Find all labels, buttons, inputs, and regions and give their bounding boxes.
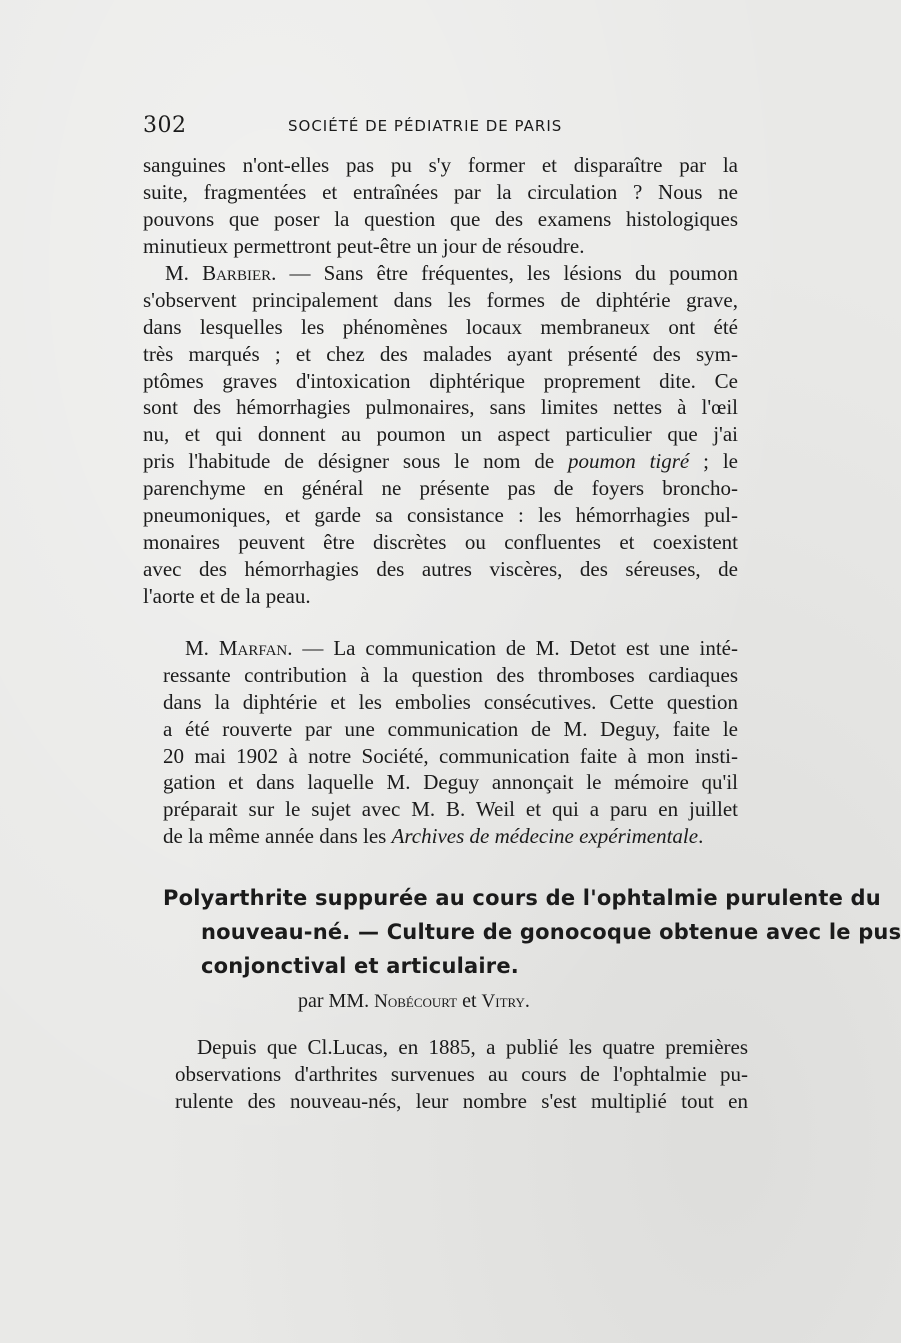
text-line: nu, et qui donnent au poumon un aspect particulier que j'ai	[143, 422, 738, 447]
text-line: a été rouverte par une communication de M. Deguy, faite le	[163, 716, 738, 741]
text-line: sont des hémorrhagies pulmonaires, sans limites nettes à l'œil	[143, 395, 738, 420]
author-name: Vitry	[481, 991, 525, 1012]
paragraph-article-intro	[175, 1034, 748, 1115]
paragraph-barbier	[143, 260, 738, 610]
text-line: pneumoniques, et garde sa consistance : les hémorrhagies pul-	[143, 503, 738, 528]
text-line: suite, fragmentées et entraînées par la circulation ? Nous ne	[143, 179, 738, 204]
text-line: minutieux permettront peut-être un jour de résoudre.	[143, 233, 585, 258]
text-segment: ; le	[689, 449, 738, 474]
text-line: parenchyme en général ne présente pas de foyers broncho-	[143, 476, 738, 501]
text-line: Depuis que Cl.Lucas, en 1885, a publié les quatre premières	[197, 1035, 748, 1059]
text-segment: .	[698, 824, 704, 849]
text-line: sanguines n'ont-elles pas pu s'y former et disparaître par la	[143, 153, 738, 177]
title-line: conjonctival et articulaire.	[201, 954, 519, 978]
title-line: nouveau-né. — Culture de gonocoque obtenue avec le pus	[201, 920, 901, 944]
text-line: préparait sur le sujet avec M. B. Weil et qui a paru en juillet	[163, 797, 738, 822]
text-line: gation et dans laquelle M. Deguy annonçait le mémoire qu'il	[163, 770, 738, 795]
text-segment: pris l'habitude de désigner sous le nom de	[143, 449, 569, 474]
authors-by: par MM.	[298, 990, 375, 1012]
speaker-name: Marfan	[218, 636, 288, 660]
text-line: pouvons que poser la question que des examens histologiques	[143, 206, 738, 231]
text-line: avec des hémorrhagies des autres viscères, des séreuses, de	[143, 556, 738, 581]
text-line: rulente des nouveau-nés, leur nombre s'est multiplié tout en	[175, 1088, 748, 1113]
text-line: l'aorte et de la peau.	[143, 583, 311, 608]
text-line	[143, 260, 738, 287]
text-line	[163, 635, 738, 662]
text-line	[163, 823, 738, 850]
authors-end: .	[524, 990, 530, 1012]
running-title: SOCIÉTÉ DE PÉDIATRIE DE PARIS	[288, 117, 563, 135]
page-number: 302	[143, 113, 187, 138]
text-line: très marqués ; et chez des malades ayant présenté des sym-	[143, 341, 738, 366]
text-line: 20 mai 1902 à notre Société, communication faite à mon insti-	[163, 743, 738, 768]
text-line: observations d'arthrites survenues au cours de l'ophtalmie pu-	[175, 1061, 748, 1086]
speaker-text: . — La communication de M. Detot est une inté-	[287, 636, 738, 660]
article-authors	[298, 990, 530, 1013]
paragraph-marfan	[163, 635, 738, 850]
text-line: dans la diphtérie et les embolies consécutives. Cette question	[163, 689, 738, 714]
article-title	[163, 881, 901, 983]
authors-and: et	[457, 990, 482, 1012]
speaker-text: . — Sans être fréquentes, les lésions du poumon	[271, 261, 738, 285]
speaker-prefix: M.	[185, 636, 219, 660]
journal-title: Archives de médecine expérimentale	[391, 824, 699, 849]
paragraph-continuation	[143, 152, 738, 260]
italic-term: poumon tigré	[568, 449, 690, 474]
text-line: ressante contribution à la question des thromboses cardiaques	[163, 662, 738, 687]
text-line: ptômes graves d'intoxication diphtérique proprement dite. Ce	[143, 368, 738, 393]
page-header	[143, 113, 753, 143]
speaker-name: Barbier	[202, 261, 272, 285]
speaker-prefix: M.	[165, 261, 203, 285]
text-segment: de la même année dans les	[163, 824, 392, 849]
text-line: monaires peuvent être discrètes ou confluentes et coexistent	[143, 529, 738, 554]
author-name: Nobécourt	[374, 991, 458, 1012]
title-line: Polyarthrite suppurée au cours de l'ophtalmie purulente du	[163, 886, 881, 910]
text-line: dans lesquelles les phénomènes locaux membraneux ont été	[143, 314, 738, 339]
text-line	[143, 448, 738, 475]
text-line: s'observent principalement dans les formes de diphtérie grave,	[143, 287, 738, 312]
